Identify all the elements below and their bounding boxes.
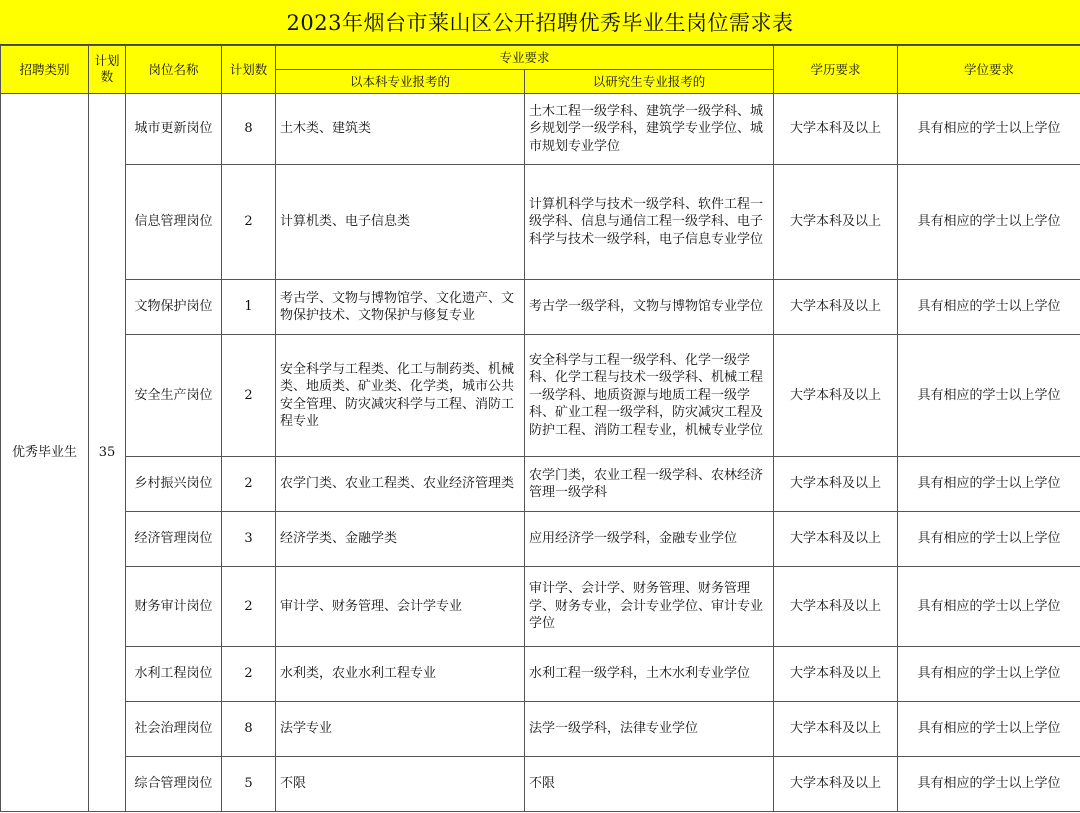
undergrad-major-cell: 法学专业 [276,702,525,757]
degree-cell: 具有相应的学士以上学位 [898,280,1080,335]
position-count-cell: 3 [222,512,276,567]
degree-cell: 具有相应的学士以上学位 [898,457,1080,512]
education-cell: 大学本科及以上 [774,335,898,457]
education-cell: 大学本科及以上 [774,567,898,647]
position-count-cell: 2 [222,165,276,280]
position-count-cell: 2 [222,335,276,457]
position-count-cell: 8 [222,702,276,757]
education-cell: 大学本科及以上 [774,94,898,165]
table-body [1,94,1080,812]
graduate-major-cell: 不限 [525,757,774,812]
education-cell: 大学本科及以上 [774,280,898,335]
graduate-major-cell: 土木工程一级学科、建筑学一级学科、城乡规划学一级学科，建筑学专业学位、城市规划专业学位 [525,94,774,165]
degree-cell: 具有相应的学士以上学位 [898,757,1080,812]
table-row [1,335,1080,457]
position-name-cell: 水利工程岗位 [126,647,222,702]
graduate-major-cell: 农学门类，农业工程一级学科、农林经济管理一级学科 [525,457,774,512]
header-undergrad: 以本科专业报考的 [276,70,525,94]
degree-cell: 具有相应的学士以上学位 [898,512,1080,567]
header-graduate: 以研究生专业报考的 [525,70,774,94]
education-cell: 大学本科及以上 [774,457,898,512]
header-position-count: 计划数 [222,46,276,94]
undergrad-major-cell: 安全科学与工程类、化工与制药类、机械类、地质类、矿业类、化学类，城市公共安全管理、防灾减灾科学与工程、消防工程专业 [276,335,525,457]
table-row [1,280,1080,335]
header-position: 岗位名称 [126,46,222,94]
header-plan-count-text: 计划数 [94,53,120,85]
degree-cell: 具有相应的学士以上学位 [898,94,1080,165]
position-count-cell: 1 [222,280,276,335]
position-count-cell: 2 [222,647,276,702]
header-row-1 [1,46,1080,70]
graduate-major-cell: 应用经济学一级学科，金融专业学位 [525,512,774,567]
undergrad-major-cell: 审计学、财务管理、会计学专业 [276,567,525,647]
graduate-major-cell: 审计学、会计学、财务管理、财务管理学、财务专业，会计专业学位、审计专业学位 [525,567,774,647]
graduate-major-cell: 考古学一级学科，文物与博物馆专业学位 [525,280,774,335]
position-name-cell: 经济管理岗位 [126,512,222,567]
header-plan-count [89,46,126,94]
table-row [1,647,1080,702]
position-count-cell: 8 [222,94,276,165]
category-cell: 优秀毕业生 [1,94,89,812]
table-row [1,757,1080,812]
position-name-cell: 信息管理岗位 [126,165,222,280]
graduate-major-cell: 安全科学与工程一级学科、化学一级学科、化学工程与技术一级学科、机械工程一级学科、地质资源与地质工程一级学科、矿业工程一级学科，防灾减灾工程及防护工程、消防工程专业，机械专业学位 [525,335,774,457]
position-count-cell: 2 [222,567,276,647]
degree-cell: 具有相应的学士以上学位 [898,702,1080,757]
table-row [1,702,1080,757]
education-cell: 大学本科及以上 [774,165,898,280]
header-category: 招聘类别 [1,46,89,94]
position-name-cell: 乡村振兴岗位 [126,457,222,512]
table-row [1,165,1080,280]
position-name-cell: 财务审计岗位 [126,567,222,647]
undergrad-major-cell: 水利类，农业水利工程专业 [276,647,525,702]
undergrad-major-cell: 土木类、建筑类 [276,94,525,165]
degree-cell: 具有相应的学士以上学位 [898,335,1080,457]
header-education: 学历要求 [774,46,898,94]
table-row [1,94,1080,165]
undergrad-major-cell: 经济学类、金融学类 [276,512,525,567]
degree-cell: 具有相应的学士以上学位 [898,165,1080,280]
undergrad-major-cell: 农学门类、农业工程类、农业经济管理类 [276,457,525,512]
position-count-cell: 2 [222,457,276,512]
undergrad-major-cell: 计算机类、电子信息类 [276,165,525,280]
header-degree: 学位要求 [898,46,1080,94]
position-name-cell: 城市更新岗位 [126,94,222,165]
graduate-major-cell: 法学一级学科，法律专业学位 [525,702,774,757]
position-name-cell: 综合管理岗位 [126,757,222,812]
position-name-cell: 安全生产岗位 [126,335,222,457]
education-cell: 大学本科及以上 [774,647,898,702]
table-row [1,567,1080,647]
header-major: 专业要求 [276,46,774,70]
position-count-cell: 5 [222,757,276,812]
table-row [1,457,1080,512]
education-cell: 大学本科及以上 [774,512,898,567]
degree-cell: 具有相应的学士以上学位 [898,567,1080,647]
education-cell: 大学本科及以上 [774,702,898,757]
undergrad-major-cell: 考古学、文物与博物馆学、文化遗产、文物保护技术、文物保护与修复专业 [276,280,525,335]
sheet-title: 2023年烟台市莱山区公开招聘优秀毕业生岗位需求表 [0,0,1080,45]
position-name-cell: 文物保护岗位 [126,280,222,335]
graduate-major-cell: 计算机科学与技术一级学科、软件工程一级学科、信息与通信工程一级学科、电子科学与技术一级学科，电子信息专业学位 [525,165,774,280]
graduate-major-cell: 水利工程一级学科，土木水利专业学位 [525,647,774,702]
position-table [0,45,1080,812]
table-row [1,512,1080,567]
degree-cell: 具有相应的学士以上学位 [898,647,1080,702]
education-cell: 大学本科及以上 [774,757,898,812]
total-count-cell: 35 [89,94,126,812]
undergrad-major-cell: 不限 [276,757,525,812]
position-name-cell: 社会治理岗位 [126,702,222,757]
